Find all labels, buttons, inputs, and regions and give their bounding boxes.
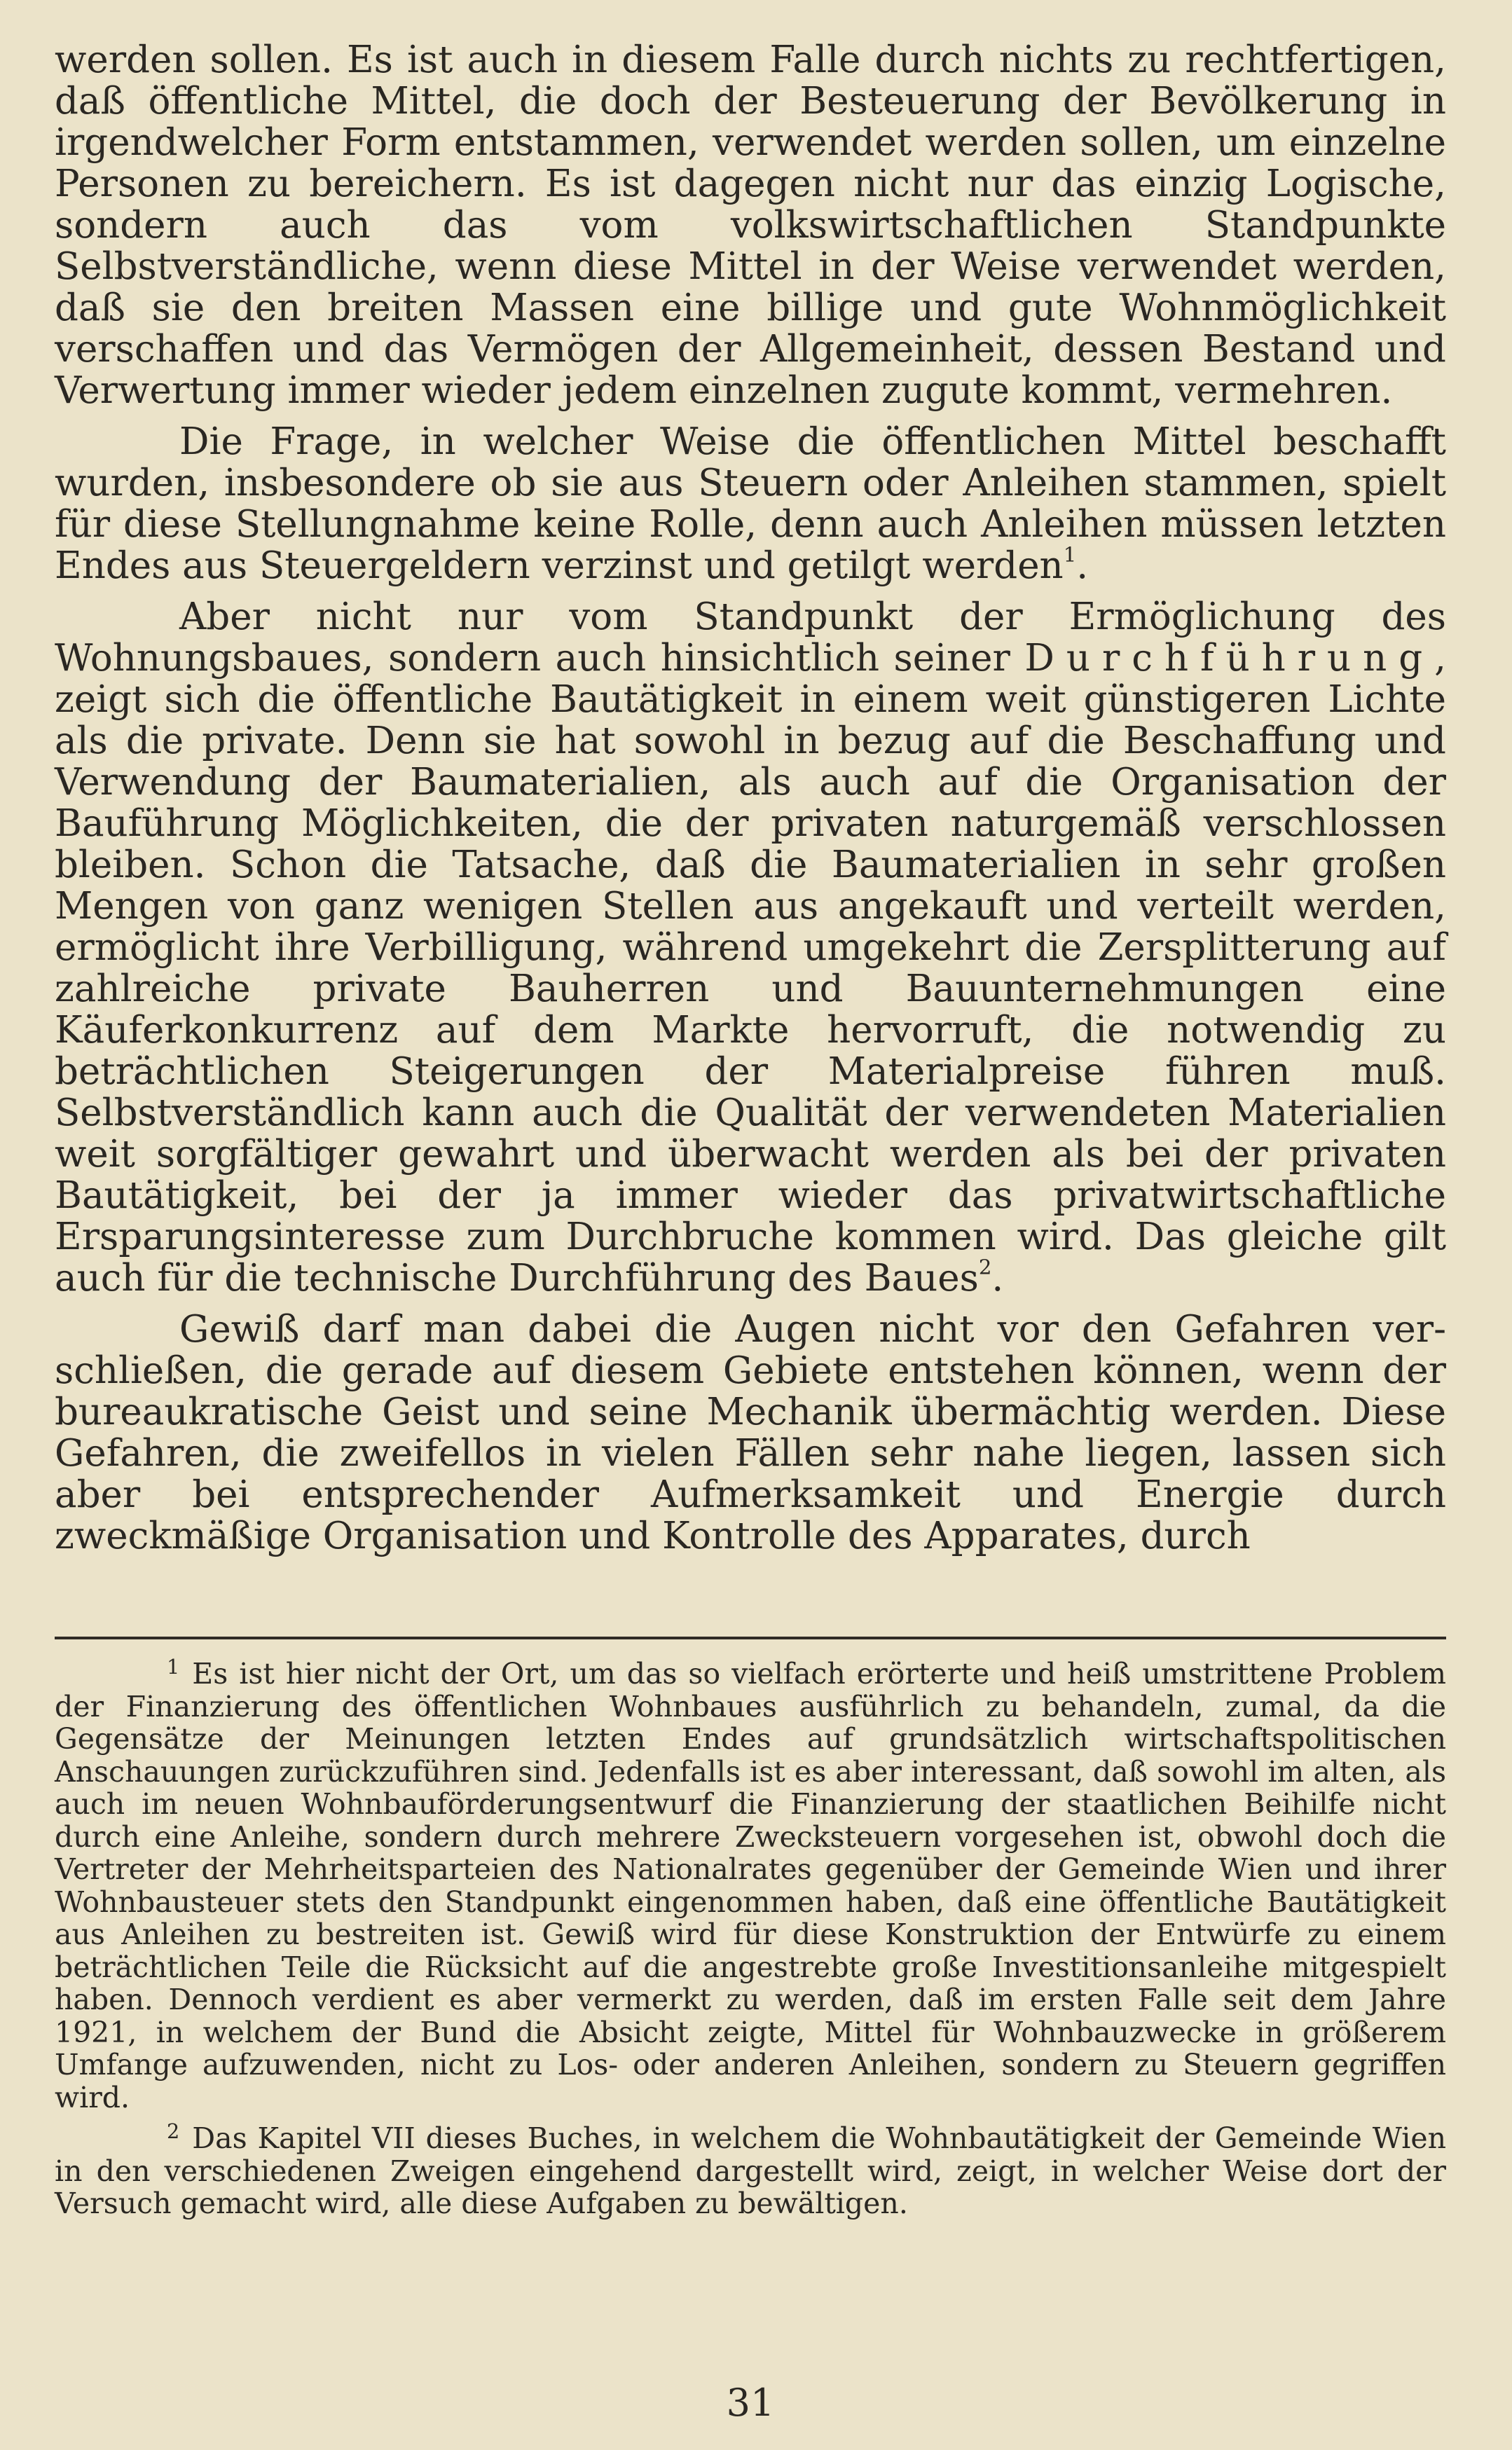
- footnote-2-mark: 2: [167, 2119, 180, 2143]
- paragraph-4: Gewiß darf man dabei die Augen nicht vor den Gefahren verschließen, die gerade auf diesem Gebiete entstehen können, wenn der bureaukratische Geist und seine Mechanik übermächtig werden. Diese Gefahren, die zweifellos in vielen Fällen sehr nahe liegen, lassen sich aber bei entsprechender Aufmerksamkeit und Energie durch zweckmäßige Organisation und Kontrolle des Apparates, durch: [55, 1308, 1446, 1557]
- footnote-1-mark: 1: [167, 1654, 180, 1679]
- main-text: [55, 39, 1446, 1557]
- footnote-ref-2: 2: [978, 1255, 992, 1279]
- spaced-emphasis: Durchführung: [1024, 637, 1435, 680]
- book-page: [55, 39, 1446, 2425]
- page-number: 31: [726, 2381, 775, 2425]
- paragraph-3-text-a: Aber nicht nur vom Standpunkt der Ermöglichung des Wohnungsbaues, sondern auch hinsichtlich seiner: [55, 596, 1446, 680]
- footnote-1: [55, 1654, 1446, 2114]
- paragraph-3-text-b: , zeigt sich die öffentliche Bautätigkeit in einem weit günstigeren Lichte als die private. Denn sie hat sowohl in bezug auf die Beschaffung und Verwendung der Baumaterialien, als auch auf die Organisation der Bauführung Möglichkeiten, die der privaten naturgemäß verschlossen bleiben. Schon die Tatsache, daß die Baumaterialien in sehr großen Mengen von ganz wenigen Stellen aus angekauft und verteilt werden, ermöglicht ihre Verbilligung, während umgekehrt die Zersplitterung auf zahlreiche private Bauherren und Bauunternehmungen eine Käuferkonkurrenz auf dem Markte hervorruft, die notwendig zu beträchtlichen Steigerungen der Materialpreise führen muß. Selbstverständlich kann auch die Qualität der verwendeten Materialien weit sorgfältiger gewahrt und überwacht werden als bei der privaten Bautätigkeit, bei der ja immer wieder das privatwirtschaftliche Ersparungsinteresse zum Durchbruche kommen wird. Das gleiche gilt auch für die technische Durchführung des Baues: [55, 637, 1446, 1300]
- paragraph-2-text: Die Frage, in welcher Weise die öffentlichen Mittel beschafft wurden, insbesondere ob sie aus Steuern oder Anleihen stammen, spielt für diese Stellungnahme keine Rolle, denn auch Anleihen müssen letzten Endes aus Steuergeldern verzinst und getilgt werden: [55, 420, 1446, 587]
- footnotes: [55, 1654, 1446, 2220]
- footnote-divider: [55, 1637, 1446, 1639]
- footnote-1-text: Es ist hier nicht der Ort, um das so vielfach erörterte und heiß umstrittene Problem der Finanzierung des öffentlichen Wohnbaues ausführlich zu behandeln, zumal, da die Gegensätze der Meinungen letzten Endes auf grundsätzlich wirtschaftspolitischen Anschauungen zurückzuführen sind. Jedenfalls ist es aber interessant, daß sowohl im alten, als auch im neuen Wohnbauförderungsentwurf die Finanzierung der staatlichen Beihilfe nicht durch eine Anleihe, sondern durch mehrere Zwecksteuern vorgesehen ist, obwohl doch die Vertreter der Mehrheitsparteien des Nationalrates gegenüber der Gemeinde Wien und ihrer Wohnbausteuer stets den Standpunkt eingenommen haben, daß eine öffentliche Bautätigkeit aus Anleihen zu bestreiten ist. Gewiß wird für diese Konstruktion der Entwürfe zu einem beträchtlichen Teile die Rücksicht auf die angestrebte große Investitionsanleihe mitgespielt haben. Dennoch verdient es aber vermerkt zu werden, daß im ersten Falle seit dem Jahre 1921, in welchem der Bund die Absicht zeigte, Mittel für Wohnbauzwecke in größerem Umfange aufzuwenden, nicht zu Los- oder anderen Anleihen, sondern zu Steuern gegriffen wird.: [55, 1657, 1446, 2114]
- footnote-ref-1: 1: [1063, 542, 1077, 567]
- footnote-2: [55, 2119, 1446, 2220]
- paragraph-3: [55, 596, 1446, 1299]
- paragraph-2: [55, 421, 1446, 586]
- footnote-2-text: Das Kapitel VII dieses Buches, in welchem die Wohnbautätigkeit der Gemeinde Wien in den verschiedenen Zweigen eingehend dargestellt wird, zeigt, in welcher Weise dort der Versuch gemacht wird, alle diese Aufgaben zu bewältigen.: [55, 2121, 1446, 2220]
- paragraph-1: werden sollen. Es ist auch in diesem Falle durch nichts zu rechtfertigen, daß öffentliche Mittel, die doch der Besteuerung der Bevölkerung in irgendwelcher Form entstammen, verwendet werden sollen, um einzelne Personen zu bereichern. Es ist dagegen nicht nur das einzig Logische, sondern auch das vom volkswirtschaftlichen Standpunkte Selbstverständliche, wenn diese Mittel in der Weise verwendet werden, daß sie den breiten Massen eine billige und gute Wohnmöglichkeit verschaffen und das Vermögen der Allgemeinheit, dessen Bestand und Verwertung immer wieder jedem einzelnen zugute kommt, vermehren.: [55, 39, 1446, 412]
- paragraph-2-end: .: [1076, 544, 1089, 587]
- paragraph-3-end: .: [991, 1257, 1004, 1300]
